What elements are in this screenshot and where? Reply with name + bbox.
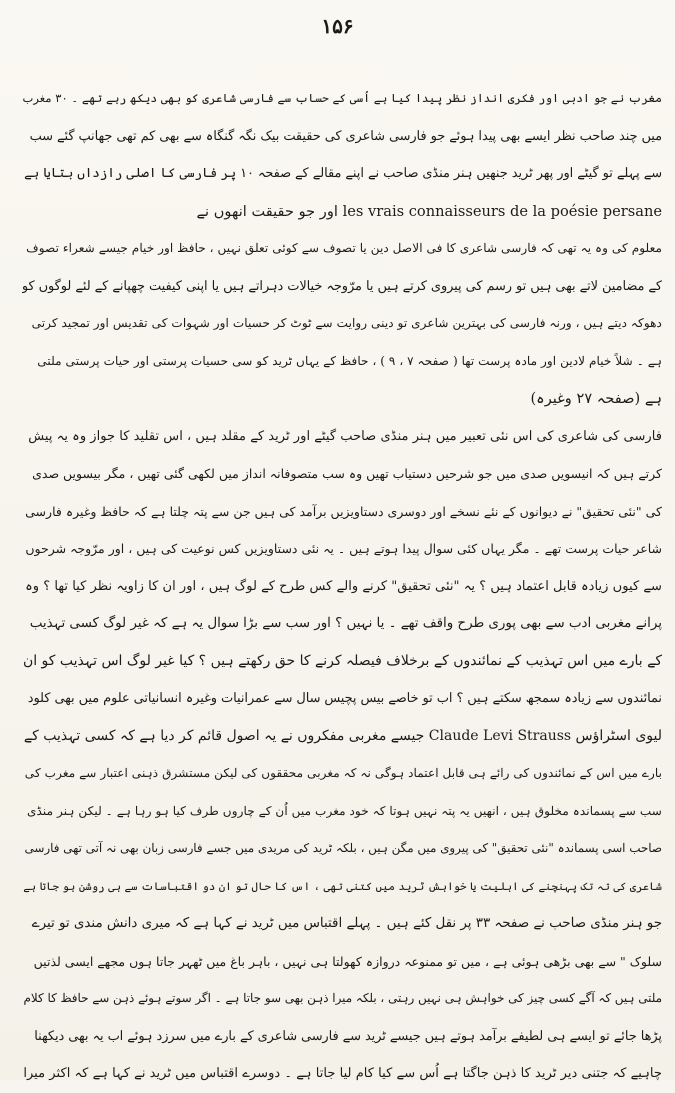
text-line: نمائندوں سے زیادہ سمجھ سکتے ہیں ؟ اب تو خاصے بیس پچیس سال سے عمرانیات وغیرہ انسانیاتی علوم میں بھی کلود [27, 691, 662, 706]
text-line: کی "نئی تحقیق" نے دیوانوں کے نئے نسخے اور دوسری دستاویزیں برآمد کی ہیں جن سے پتہ چلتا ہے کہ حافظ وغیرہ فارسی [25, 503, 662, 519]
text-line: کے مضامین لاتے بھی ہیں تو رسم کی پیروی کرتے ہیں یا مرّوجہ خیالات دہراتے ہیں یا اپنی کیفیت چھپانے کے لئے لوگوں کو [22, 278, 662, 294]
text-line: سے کیوں زیادہ قابل اعتماد ہیں ؟ یہ "نئی تحقیق" کرنے والے کس طرح کے لوگ ہیں ، اور ان کا زاویہ نظر کیا تھا ؟ وہ [25, 578, 662, 594]
text-line: پڑھا جائے تو ایسے ہی لطیفے برآمد ہوتے ہیں جیسے ٹرید سے فارسی شاعری کے بارے میں سرزد ہوئے اب یہ بھی دیکھنا [34, 1028, 662, 1044]
text-line: ہے ۔ شلاً خیام لادین اور مادہ پرست تھا ( صفحہ ۷ ، ۹ ) ، حافظ کے یہاں ٹرید کو سی حسیات پرستی اور حیات پرستی ملتی [37, 353, 662, 368]
text-line: لیوی اسٹراؤس Claude Levi Strauss جیسے مغربی مفکروں نے یہ اصول قائم کر دیا ہے کہ کسی تہذیب کے [23, 727, 662, 744]
text-line: سب سے پسماندہ مخلوق ہیں ، انھیں یہ پتہ نہیں ہوتا کہ خود مغرب میں اُن کے چاروں طرف کیا ہو رہا ہے ۔ لیکن ہنر منڈی [26, 803, 662, 818]
text-line: فارسی کی شاعری کی اس نئی تعبیر میں ہنر منڈی صاحب گیٹے اور ٹرید کے مقلد ہیں ، اس تقلید کا جواز وہ یہ پیش [28, 428, 662, 444]
text-line: پرانے مغربی ادب سے بھی پوری طرح واقف تھے ۔ یا نہیں ؟ اور سب سے بڑا سوال یہ ہے کہ غیر لوگ کسی تہذیب [29, 616, 662, 631]
text-line: جو ہنر منڈی صاحب نے صفحہ ۳۳ پر نقل کئے ہیں ۔ پہلے اقتباس میں ٹرید نے کہا ہے کہ میری دانش مندی تو تیرے [31, 916, 662, 931]
text-line: سے پہلے تو گیٹے اور پھر ٹرید جنھیں ہنر منڈی صاحب نے اپنے مقالے کے صفحہ ۱۰ پر فارسی کا اصلی رازداں بتایا ہے [24, 166, 662, 181]
text-line: شاعری کی تہ تک پہنچنے کی اہلیت یا خواہش ٹرید میں کتنی تھی ، اس کا حال تو ان دو اقتباسات سے ہی روشن ہو جاتا ہے [23, 879, 662, 893]
text-line: کے بارے میں اس تہذیب کے نمائندوں کے برخلاف فیصلہ کرنے کا حق رکھتے ہیں ؟ کیا غیر لوگ اس تہذیب کو ان [22, 652, 662, 669]
page-number: ۱۵۶ [321, 14, 354, 38]
text-line: معلوم کی وہ یہ تھی کہ فارسی شاعری کا فی الاصل دین یا تصوف سے کوئی تعلق نہیں ، حافظ اور خیام جیسے شعراء تصوف [26, 241, 662, 255]
text-line: سلوک " سے بھی بڑھی ہوئی ہے ، میں تو ممنوعہ دروازہ کھولتا ہی نہیں ، باہر باغ میں ٹھہر جاتا ہوں مجھے ایسی لذتیں [33, 953, 662, 969]
text-line: les vrais connaisseurs de la poésie persane اور جو حقیقت انھوں نے [196, 202, 662, 220]
text-line: ملتی ہیں کہ آگے کسی چیز کی خواہش ہی نہیں رہتی ، بلکہ میرا ذہن بھی سو جاتا ہے ۔ اگر سوتے ہوئے ذہن سے حافظ کا کلام [23, 991, 662, 1005]
text-line: ہے (صفحہ ۲۷ وغیرہ) [530, 390, 662, 407]
text-line: کرتے ہیں کہ انیسویں صدی میں جو شرحیں دستیاب تھیں وہ سب متصوفانہ انداز میں لکھی گئی تھیں ، مگر بیسویں صدی [32, 466, 662, 481]
text-line: صاحب اسی پسماندہ "نئی تحقیق" کی پیروی میں مگن ہیں ، بلکہ ٹرید کی مریدی میں جسے فارسی زبان بھی نہ آتی تھی فارسی [24, 841, 662, 855]
text-line: چاہیے کہ جتنی دیر ٹرید کا ذہن جاگتا ہے اُس سے کیا کام لیا جاتا ہے ۔ دوسرے اقتباس میں ٹرید نے کہا ہے کہ اکثر میرا [23, 1066, 662, 1081]
text-line: میں چند صاحب نظر ایسے بھی پیدا ہوئے جو فارسی شاعری کی حقیقت بیک نگہ گنگاہ سے بھی کم تھی جھانپ گئے سب [29, 128, 662, 144]
text-line: بارے میں اس کے نمائندوں کی رائے ہی قابل اعتماد ہوگی نہ کہ مغربی محققوں کی لیکن مستشرق ذہنی اعتبار سے مغرب کی [24, 766, 662, 780]
text-line: مغرب نے جو ادبی اور فکری انداز نظر پیدا کیا ہے اُسی کے حساب سے فارسی شاعری کو بھی دیکھ رہے تھے ۔ ۳۰ مغرب [22, 91, 662, 105]
text-line: شاعر حیات پرست تھے ۔ مگر یہاں کئی سوال پیدا ہوتے ہیں ۔ یہ نئی دستاویزیں کس نوعیت کی ہیں ، اور مرّوجہ شرحوں [25, 541, 662, 556]
text-line: دھوکہ دیتے ہیں ، ورنہ فارسی کی بہترین شاعری تو دینی روایت سے ٹوٹ کر حسیات اور شہوات کی تقدیس اور تمجید کرتی [31, 316, 662, 330]
body-text [22, 80, 662, 1093]
